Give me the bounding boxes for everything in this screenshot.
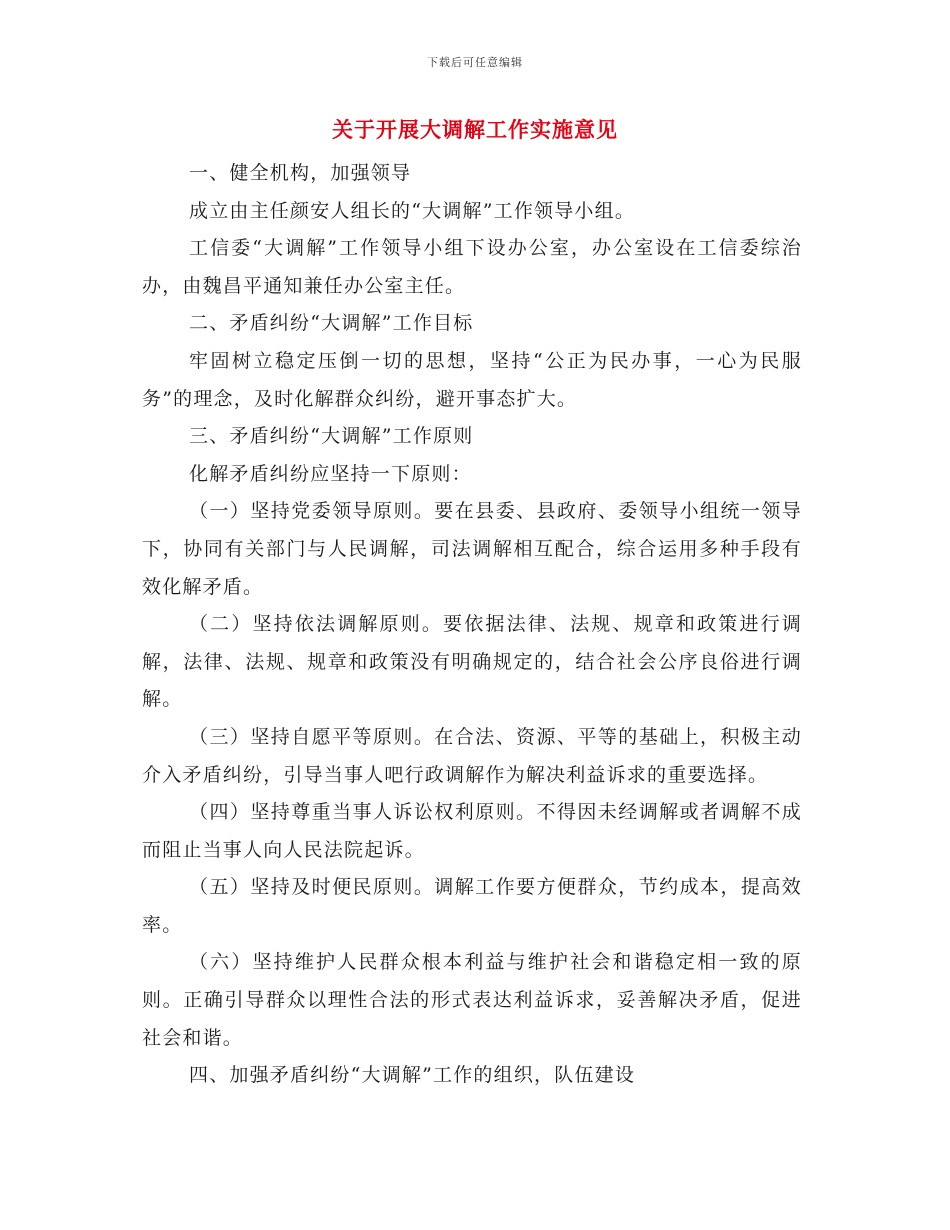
section-heading-4: 四、加强矛盾纠纷“大调解”工作的组织，队伍建设: [189, 1064, 636, 1087]
section-heading-2: 二、矛盾纠纷“大调解”工作目标: [189, 312, 474, 335]
document-title: 关于开展大调解工作实施意见: [332, 117, 618, 142]
principle-item: （四）坚持尊重当事人诉讼权利原则。不得因未经调解或者调解不成而阻止当事人向人民法院起诉。: [142, 801, 802, 861]
principle-item: （一）坚持党委领导原则。要在县委、县政府、委领导小组统一领导下，协同有关部门与人民调解，司法调解相互配合，综合运用多种手段有效化解矛盾。: [142, 500, 802, 598]
principle-item: （二）坚持依法调解原则。要依据法律、法规、规章和政策进行调解，法律、法规、规章和政策没有明确规定的，结合社会公序良俗进行调解。: [142, 613, 802, 711]
paragraph: 牢固树立稳定压倒一切的思想，坚持“公正为民办事，一心为民服务”的理念，及时化解群众纠纷，避开事态扩大。: [142, 349, 802, 410]
paragraph: 化解矛盾纠纷应坚持一下原则：: [189, 462, 472, 485]
section-heading-1: 一、健全机构，加强领导: [189, 162, 412, 184]
section-heading-3: 三、矛盾纠纷“大调解”工作原则: [189, 425, 474, 448]
principle-item: （六）坚持维护人民群众根本利益与维护社会和谐稳定相一致的原则。正确引导群众以理性合法的形式表达利益诉求，妥善解决矛盾，促进社会和谐。: [142, 951, 802, 1049]
principle-item: （五）坚持及时便民原则。调解工作要方便群众，节约成本，提高效率。: [142, 876, 802, 936]
paragraph: 成立由主任颜安人组长的“大调解”工作领导小组。: [189, 199, 636, 222]
paragraph: 工信委“大调解”工作领导小组下设办公室，办公室设在工信委综治办，由魏昌平通知兼任办公室主任。: [142, 237, 802, 297]
document-body: [142, 155, 802, 1095]
principle-item: （三）坚持自愿平等原则。在合法、资源、平等的基础上，积极主动介入矛盾纠纷，引导当事人吧行政调解作为解决利益诉求的重要选择。: [142, 725, 802, 786]
page-header-note: 下载后可任意编辑: [427, 56, 523, 69]
